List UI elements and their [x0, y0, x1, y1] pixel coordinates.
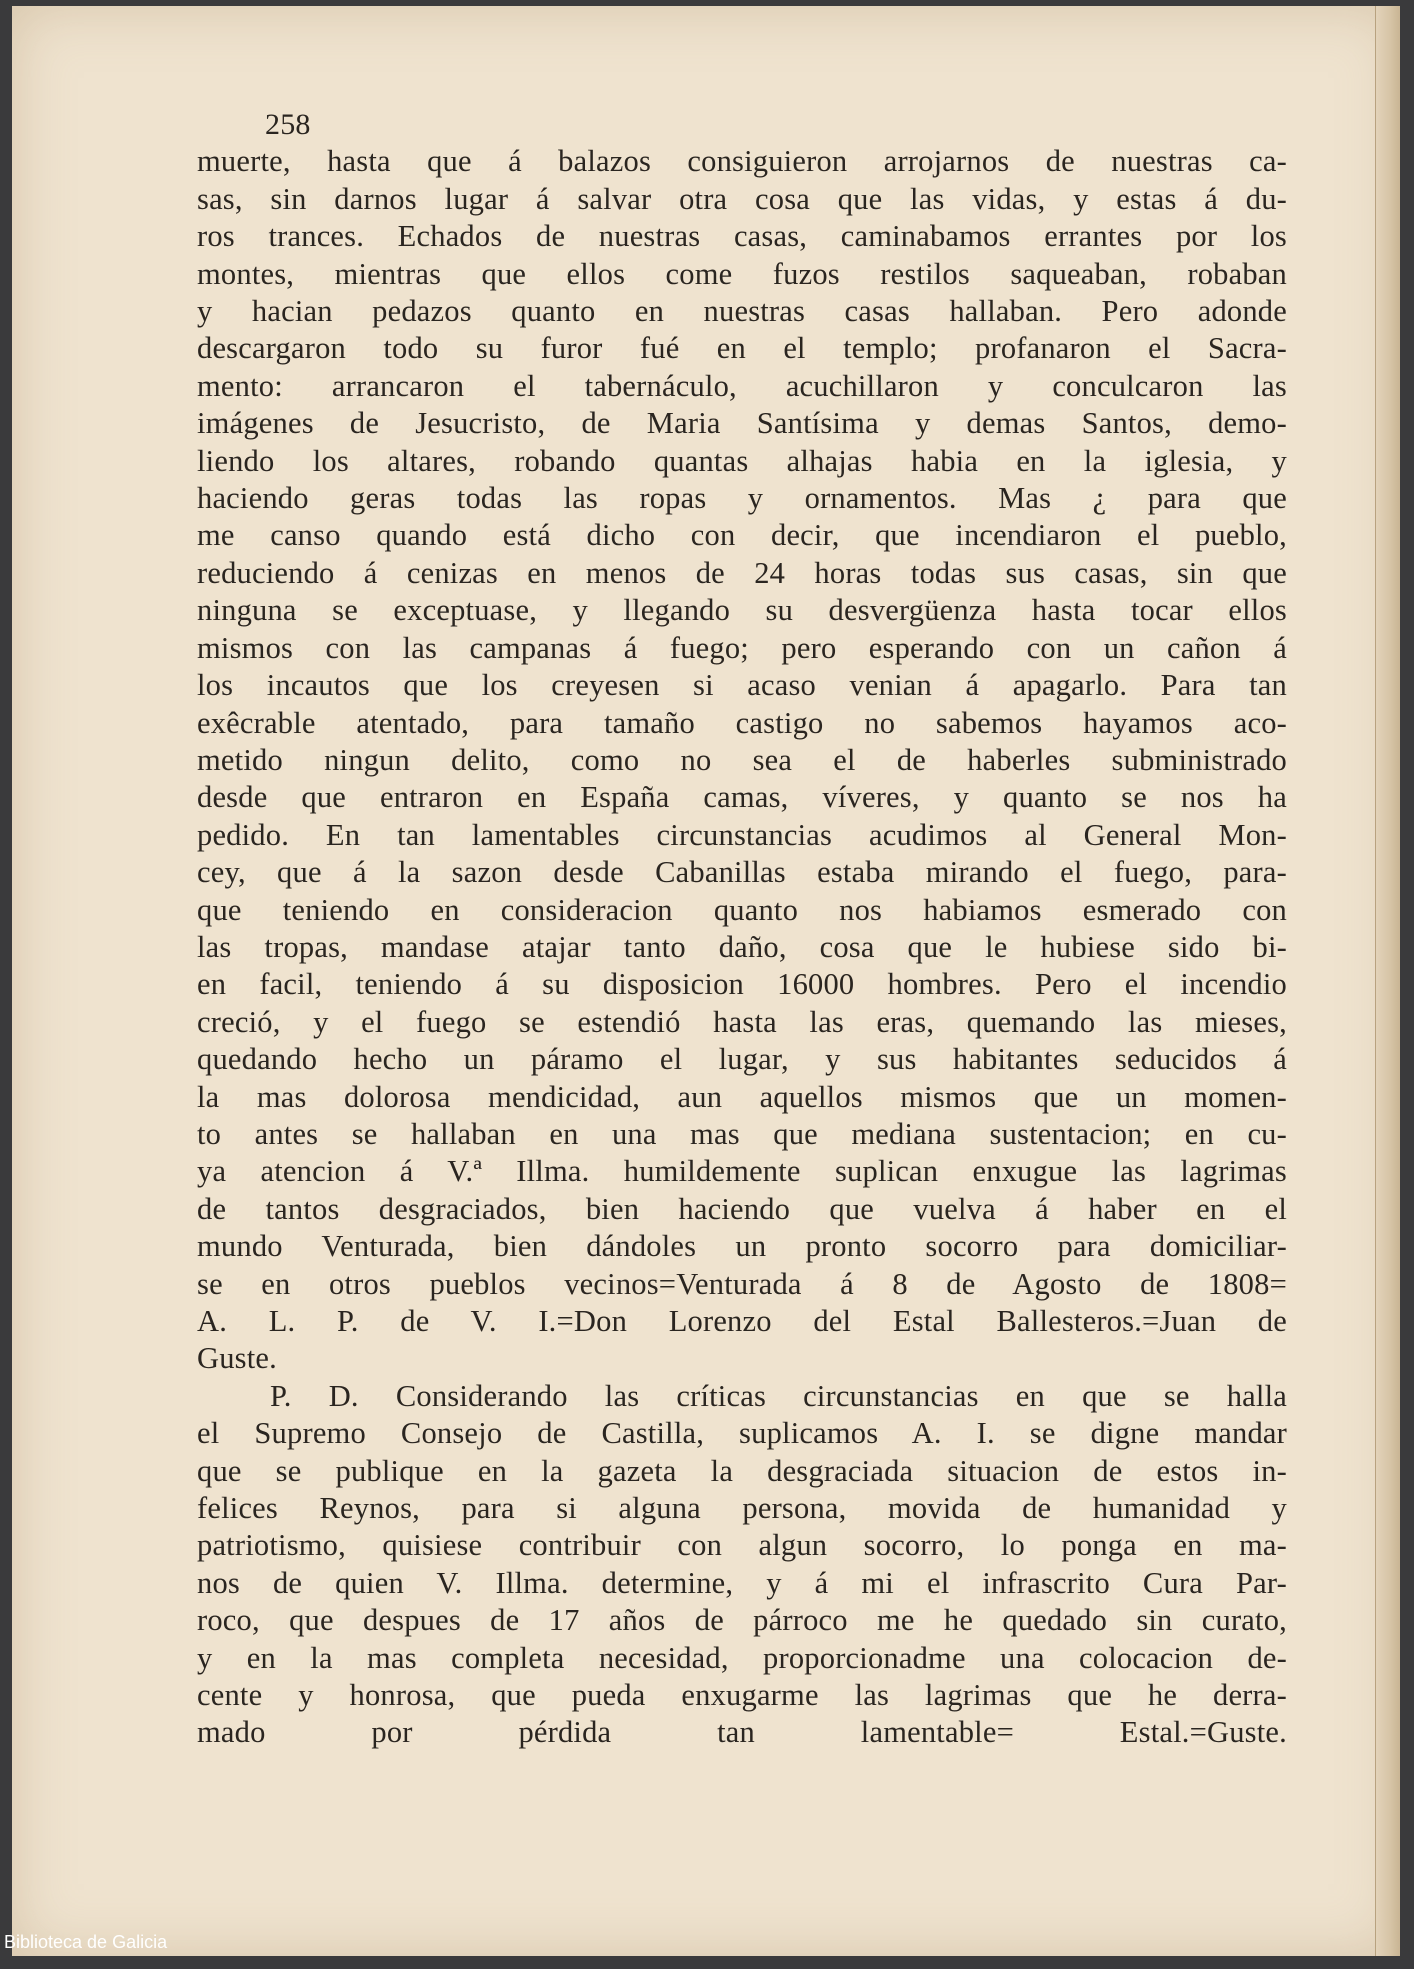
page-number: 258 — [265, 108, 311, 141]
text-line: roco, que despues de 17 años de párroco me he quedado sin curato, — [197, 1603, 1287, 1638]
text-line: me canso quando está dicho con decir, que incendiaron el pueblo, — [197, 518, 1287, 553]
text-line: que teniendo en consideracion quanto nos habiamos esmerado con — [197, 892, 1287, 927]
text-line: imágenes de Jesucristo, de Maria Santísima y demas Santos, demo- — [197, 406, 1287, 441]
text-line: to antes se hallaban en una mas que mediana sustentacion; en cu- — [197, 1116, 1287, 1151]
text-line: y en la mas completa necesidad, proporcionadme una colocacion de- — [197, 1640, 1287, 1675]
text-line: A. L. P. de V. I.=Don Lorenzo del Estal Ballesteros.=Juan de — [197, 1304, 1287, 1338]
text-line: muerte, hasta que á balazos consiguieron arrojarnos de nuestras ca- — [197, 144, 1287, 179]
text-line: haciendo geras todas las ropas y ornamentos. Mas ¿ para que — [197, 481, 1287, 516]
text-line: descargaron todo su furor fué en el templo; profanaron el Sacra- — [197, 331, 1287, 366]
paragraph-postscript — [197, 1378, 1287, 1752]
text-line: creció, y el fuego se estendió hasta las eras, quemando las mieses, — [197, 1004, 1287, 1039]
text-line: reduciendo á cenizas en menos de 24 horas todas sus casas, sin que — [197, 555, 1287, 590]
text-line: exêcrable atentado, para tamaño castigo no sabemos hayamos aco- — [197, 705, 1287, 740]
text-line: patriotismo, quisiese contribuir con algun socorro, lo ponga en ma- — [197, 1528, 1287, 1563]
text-line: y hacian pedazos quanto en nuestras casas hallaban. Pero adonde — [197, 294, 1287, 329]
library-watermark: Biblioteca de Galicia — [4, 1932, 168, 1952]
text-line: el Supremo Consejo de Castilla, suplicamos A. I. se digne mandar — [197, 1416, 1287, 1451]
book-page — [12, 6, 1400, 1956]
text-line: sas, sin darnos lugar á salvar otra cosa que las vidas, y estas á du- — [197, 181, 1287, 216]
page-edge — [1375, 6, 1400, 1956]
page-text — [197, 106, 1287, 1752]
text-line: ya atencion á V.ª Illma. humildemente suplican enxugue las lagrimas — [197, 1154, 1287, 1189]
text-line: ninguna se exceptuase, y llegando su desvergüenza hasta tocar ellos — [197, 593, 1287, 628]
text-line: felices Reynos, para si alguna persona, movida de humanidad y — [197, 1491, 1287, 1526]
text-line: montes, mientras que ellos come fuzos restilos saqueaban, robaban — [197, 256, 1287, 291]
text-line: mundo Venturada, bien dándoles un pronto socorro para domiciliar- — [197, 1229, 1287, 1264]
text-line: liendo los altares, robando quantas alhajas habia en la iglesia, y — [197, 443, 1287, 478]
text-line: en facil, teniendo á su disposicion 16000 hombres. Pero el incendio — [197, 967, 1287, 1002]
text-line: de tantos desgraciados, bien haciendo que vuelva á haber en el — [197, 1191, 1287, 1226]
text-line: desde que entraron en España camas, víveres, y quanto se nos ha — [197, 780, 1287, 815]
text-line: la mas dolorosa mendicidad, aun aquellos mismos que un momen- — [197, 1079, 1287, 1114]
text-line: metido ningun delito, como no sea el de haberles subministrado — [197, 742, 1287, 777]
text-line: cente y honrosa, que pueda enxugarme las lagrimas que he derra- — [197, 1678, 1287, 1713]
text-line: mado por pérdida tan lamentable= Estal.=Guste. — [197, 1715, 1287, 1750]
text-line: que se publique en la gazeta la desgraciada situacion de estos in- — [197, 1453, 1287, 1488]
text-line: P. D. Considerando las críticas circunstancias en que se halla — [270, 1378, 1287, 1413]
text-line: se en otros pueblos vecinos=Venturada á 8 de Agosto de 1808= — [197, 1266, 1287, 1301]
text-line: los incautos que los creyesen si acaso venian á apagarlo. Para tan — [197, 668, 1287, 703]
text-line: ros trances. Echados de nuestras casas, caminabamos errantes por los — [197, 219, 1287, 254]
text-line: cey, que á la sazon desde Cabanillas estaba mirando el fuego, para- — [197, 855, 1287, 890]
text-line: las tropas, mandase atajar tanto daño, cosa que le hubiese sido bi- — [197, 929, 1287, 964]
text-line: quedando hecho un páramo el lugar, y sus habitantes seducidos á — [197, 1042, 1287, 1077]
text-line: pedido. En tan lamentables circunstancias acudimos al General Mon- — [197, 817, 1287, 852]
text-line: Guste. — [197, 1341, 277, 1376]
paragraph-letter — [197, 143, 1287, 1377]
text-line: mismos con las campanas á fuego; pero esperando con un cañon á — [197, 630, 1287, 665]
text-line: nos de quien V. Illma. determine, y á mi el infrascrito Cura Par- — [197, 1565, 1287, 1600]
text-line: mento: arrancaron el tabernáculo, acuchillaron y conculcaron las — [197, 368, 1287, 403]
